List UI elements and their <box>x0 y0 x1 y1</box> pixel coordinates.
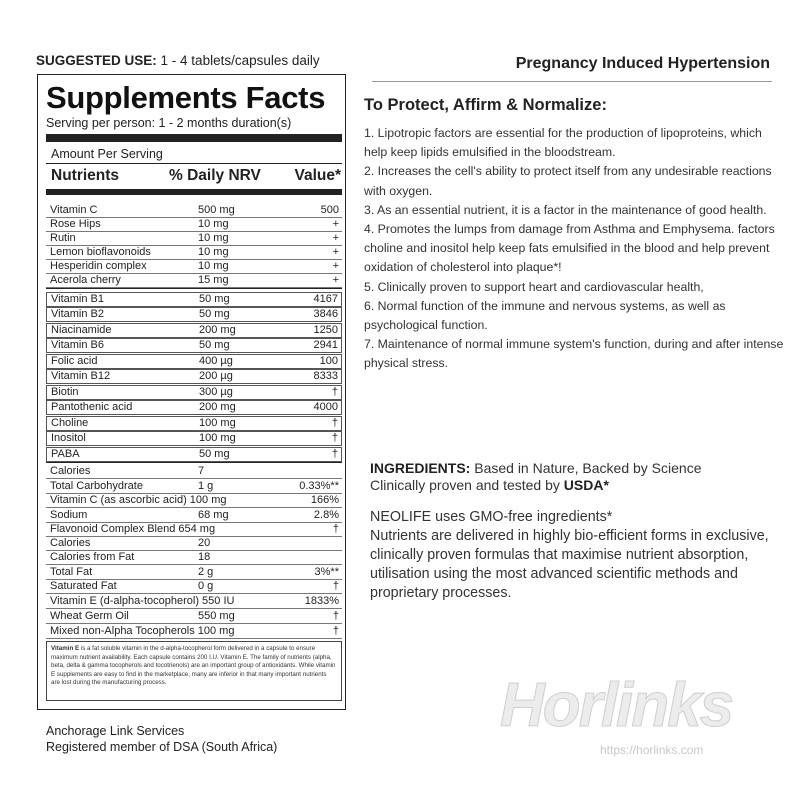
nutrient-amount: 200 µg <box>199 370 233 382</box>
nutrient-name: Biotin <box>51 386 79 398</box>
nutrient-amount: 200 mg <box>199 324 236 336</box>
address-line-1: Anchorage Link Services <box>46 724 185 738</box>
facts-title: Supplements Facts <box>46 80 326 115</box>
amount-per-serving: Amount Per Serving <box>51 147 163 161</box>
nutrient-value: 2.8% <box>313 509 339 521</box>
benefit-item: 3. As an essential nutrient, it is a factor in the maintenance of good health. <box>364 202 767 217</box>
nutrient-value: 0.33%** <box>299 480 339 492</box>
benefit-item: 6. Normal function of the immune and nervous systems, as well as psychological function. <box>364 298 726 333</box>
nutrient-amount: 100 mg <box>199 432 236 444</box>
table-row <box>46 416 342 431</box>
table-row <box>46 323 342 338</box>
table-row <box>46 400 342 415</box>
ingredients-label: INGREDIENTS: <box>370 460 471 476</box>
nutrient-value: † <box>331 448 338 460</box>
ingredients-block <box>370 460 770 494</box>
suggested-use-value: 1 - 4 tablets/capsules daily <box>160 53 320 68</box>
header-nrv: % Daily NRV <box>169 167 261 184</box>
nutrient-value: † <box>331 386 338 398</box>
nutrient-name: Vitamin E (d-alpha-tocopherol) 550 IU <box>50 595 235 607</box>
table-row <box>46 536 342 551</box>
table-row <box>46 550 342 565</box>
nutrient-name: Calories <box>50 537 91 549</box>
nutrient-value: † <box>332 523 339 535</box>
benefit-item: 7. Maintenance of normal immune system's function, during and after intense physical stress. <box>364 337 784 371</box>
footnote-bold: Vitamin E <box>51 645 80 652</box>
nutrient-value: 3846 <box>313 308 338 320</box>
nutrient-value: + <box>332 218 339 230</box>
nutrient-name: Calories <box>50 465 91 477</box>
table-row <box>46 431 342 446</box>
nutrient-name: Vitamin B6 <box>51 339 104 351</box>
table-row <box>46 259 342 274</box>
nutrient-value: 4167 <box>313 293 338 305</box>
table-row <box>46 292 342 307</box>
nutrient-value: † <box>332 580 339 592</box>
address-line-2: Registered member of DSA (South Africa) <box>46 740 278 754</box>
table-row <box>46 369 342 384</box>
nutrient-value: + <box>332 232 339 244</box>
table-row <box>46 579 342 594</box>
nutrient-amount: 10 mg <box>198 218 229 230</box>
benefits-list <box>364 124 784 374</box>
nutrient-amount: 100 mg <box>199 417 236 429</box>
title-divider <box>372 81 772 82</box>
nutrient-name: Hesperidin complex <box>50 260 147 272</box>
nutrient-name: Saturated Fat <box>50 580 117 592</box>
nutrient-name: Calories from Fat <box>50 551 135 563</box>
nutrient-amount: 10 mg <box>198 232 229 244</box>
benefit-item: 4. Promotes the lumps from damage from Asthma and Emphysema. factors choline and inositol help keep fats emulsified in the blood and help prevent oxidation of cholesterol into plaque*! <box>364 222 775 275</box>
neolife-line1: NEOLIFE uses GMO-free ingredients* <box>370 509 613 525</box>
table-row <box>46 493 342 508</box>
watermark-logo <box>500 670 732 741</box>
table-row <box>46 338 342 353</box>
nutrient-amount: 50 mg <box>199 293 230 305</box>
table-row <box>46 217 342 232</box>
table-row <box>46 594 342 609</box>
neolife-text: Nutrients are delivered in highly bio-efficient forms in exclusive, clinically proven formulas that maximise nutrient absorption, utilisation using the most advanced scientific methods and proprietary processes. <box>370 528 769 601</box>
nutrient-amount: 18 <box>198 551 211 563</box>
table-row <box>46 508 342 523</box>
nutrient-value: † <box>332 610 339 622</box>
table-row <box>46 522 342 537</box>
nutrient-amount: 7 <box>198 465 205 477</box>
nutrient-value: 100 <box>319 355 338 367</box>
table-row <box>46 565 342 580</box>
nutrient-amount: 50 mg <box>199 339 230 351</box>
nutrient-value: 1250 <box>313 324 338 336</box>
table-row <box>46 609 342 624</box>
nutrient-name: Vitamin C <box>50 204 98 216</box>
benefit-item: 2. Increases the cell's ability to protect itself from any undesirable reactions with oxygen. <box>364 164 772 198</box>
nutrient-value: 4000 <box>313 401 338 413</box>
nutrient-amount: 300 µg <box>199 386 233 398</box>
nutrient-value: 3%** <box>314 566 339 578</box>
nutrient-name: Choline <box>51 417 89 429</box>
serving-info: Serving per person: 1 - 2 months duration(s) <box>46 116 292 130</box>
nutrient-amount: 50 mg <box>199 448 230 460</box>
nutrient-name: Sodium <box>50 509 88 521</box>
nutrient-amount: 0 g <box>198 580 214 592</box>
nutrient-amount: 1 g <box>198 480 214 492</box>
nutrient-name: Rose Hips <box>50 218 101 230</box>
nutrient-value: 8333 <box>313 370 338 382</box>
table-row <box>46 307 342 322</box>
table-row <box>46 479 342 494</box>
table-row <box>46 624 342 639</box>
suggested-use <box>36 53 320 68</box>
benefit-item: 1. Lipotropic factors are essential for the production of lipoproteins, which help keep lipids emulsified in the bloodstream. <box>364 126 762 160</box>
nutrient-amount: 68 mg <box>198 509 229 521</box>
nutrient-name: Vitamin B12 <box>51 370 111 382</box>
header-nutrients: Nutrients <box>51 167 120 184</box>
nutrient-amount: 200 mg <box>199 401 236 413</box>
nutrient-amount: 400 µg <box>199 355 233 367</box>
footnote-text: is a fat soluble vitamin in the d-alpha-tocopherol form delivered in a capsule to ensure maximum nutrient availability. Each capsule contains 200 I.U. Vitamin E. The family of nutrients (alpha, beta, delta & gamma tocopherols and tocotrienols) are an important group of antioxidants. While vitamin E supplements are easy to find in the marketplace, many are inferior in that many important nutrients are lost during the manufacturing process. <box>51 645 336 687</box>
nutrient-amount: 2 g <box>198 566 214 578</box>
nutrient-value: † <box>331 432 338 444</box>
ingredients-text: Based in Nature, Backed by Science <box>474 460 702 476</box>
nutrient-name: Rutin <box>50 232 76 244</box>
nutrient-name: Vitamin B2 <box>51 308 104 320</box>
nutrient-name: Mixed non-Alpha Tocopherols 100 mg <box>50 625 235 637</box>
nutrient-name: Inositol <box>51 432 86 444</box>
suggested-use-label: SUGGESTED USE: <box>36 53 157 68</box>
nutrient-value: + <box>332 246 339 258</box>
benefit-item: 5. Clinically proven to support heart and cardiovascular health, <box>364 279 704 294</box>
divider <box>46 163 342 164</box>
table-row <box>46 273 342 288</box>
vitamin-e-footnote <box>46 641 342 701</box>
nutrient-amount: 10 mg <box>198 246 229 258</box>
nutrient-amount: 10 mg <box>198 260 229 272</box>
nutrient-amount: 500 mg <box>198 204 235 216</box>
nutrient-name: PABA <box>51 448 80 460</box>
nutrient-value: 1833% <box>304 595 339 607</box>
protect-heading: To Protect, Affirm & Normalize: <box>364 96 607 114</box>
nutrient-value: 2941 <box>313 339 338 351</box>
nutrient-value: + <box>332 260 339 272</box>
thick-divider <box>46 189 342 195</box>
watermark-text: Horlinks <box>500 671 733 740</box>
nutrient-name: Niacinamide <box>51 324 112 336</box>
nutrient-amount: 20 <box>198 537 211 549</box>
nutrient-name: Wheat Germ Oil <box>50 610 129 622</box>
table-row <box>46 464 342 479</box>
header-value: Value* <box>294 167 341 184</box>
nutrient-name: Lemon bioflavonoids <box>50 246 151 258</box>
nutrient-value: † <box>331 417 338 429</box>
company-address <box>46 723 277 755</box>
nutrient-value: † <box>332 625 339 637</box>
nutrient-name: Total Fat <box>50 566 93 578</box>
watermark-url: https://horlinks.com <box>600 743 704 757</box>
nutrient-name: Pantothenic acid <box>51 401 133 413</box>
nutrient-amount: 15 mg <box>198 274 229 286</box>
table-row <box>46 354 342 369</box>
nutrient-name: Flavonoid Complex Blend 654 mg <box>50 523 216 535</box>
nutrient-name: Total Carbohydrate <box>50 480 143 492</box>
nutrient-name: Acerola cherry <box>50 274 121 286</box>
table-row <box>46 447 342 462</box>
table-row <box>46 203 342 218</box>
usda-label: USDA* <box>563 477 609 493</box>
nutrient-name: Vitamin B1 <box>51 293 104 305</box>
nutrient-name: Folic acid <box>51 355 98 367</box>
page-title: Pregnancy Induced Hypertension <box>515 55 770 72</box>
ingredients-line2: Clinically proven and tested by <box>370 477 560 493</box>
nutrient-value: 500 <box>320 204 339 216</box>
neolife-block <box>370 508 770 603</box>
table-row <box>46 231 342 246</box>
table-row <box>46 245 342 260</box>
nutrient-amount: 50 mg <box>199 308 230 320</box>
nutrient-name: Vitamin C (as ascorbic acid) 100 mg <box>50 494 227 506</box>
nutrient-amount: 550 mg <box>198 610 235 622</box>
nutrient-value: + <box>332 274 339 286</box>
nutrient-value: 166% <box>310 494 339 506</box>
thick-divider <box>46 134 342 142</box>
table-row <box>46 385 342 400</box>
